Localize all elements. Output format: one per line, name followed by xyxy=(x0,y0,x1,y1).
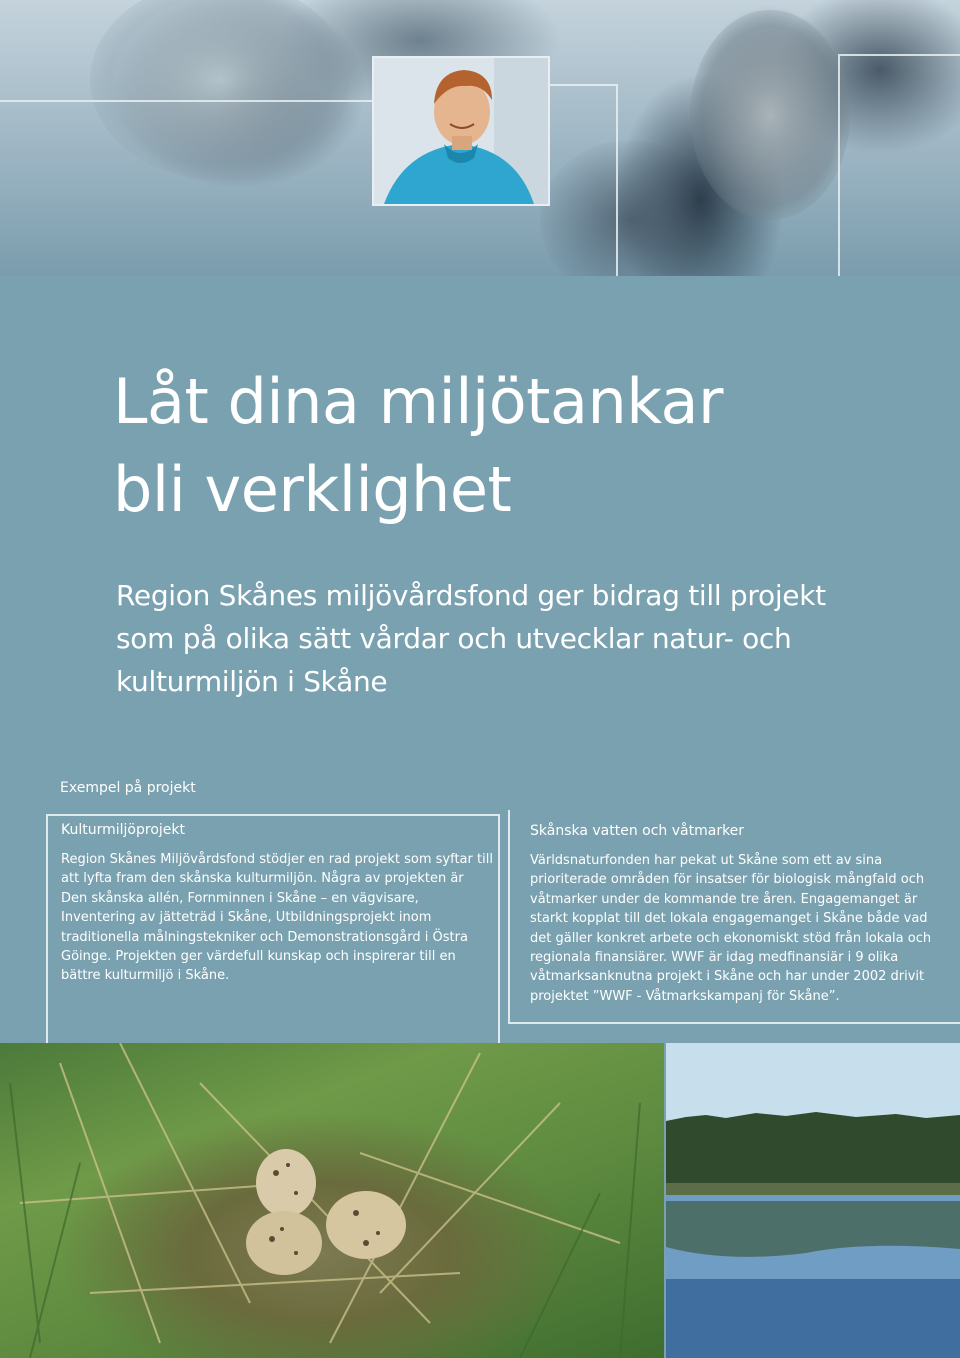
section-body: Världsnaturfonden har pekat ut Skåne som ett av sina prioriterade områden för insatser för biologisk mångfald och våtmarker under de kommande tre åren. Engagemanget är starkt kopplat till det lokala engagemanget i Skåne både vad det gäller konkret arbete och ekonomiskt stöd från lokala och regionala finansiärer. WWF är idag medfinansiär i 9 olika våtmarksanknutna projekt i Skåne och har under 2002 drivit projektet ”WWF - Våtmarkskampanj för Skåne”. xyxy=(530,853,932,1004)
lake-illustration xyxy=(666,1043,960,1358)
lake-photo xyxy=(666,1043,960,1358)
people-photo xyxy=(0,0,960,276)
examples-heading: Exempel på projekt xyxy=(60,780,196,796)
wetlands-section xyxy=(530,823,942,1006)
frame-line xyxy=(0,100,372,102)
blurred-face xyxy=(90,0,350,180)
nest-illustration xyxy=(0,1043,664,1358)
frame-line xyxy=(838,54,960,276)
bird-nest-eggs-photo xyxy=(0,1043,664,1358)
cultural-heritage-section xyxy=(61,822,493,986)
title-line: Låt dina miljötankar xyxy=(113,365,724,438)
title-line: bli verklighet xyxy=(113,453,512,526)
section-body: Region Skånes Miljövårdsfond stödjer en rad projekt som syftar till att lyfta fram den skånska kulturmiljön. Några av projekten är Den skånska allén, Fornminnen i Skåne – en vägvisare, Inventering av jätteträd i Skåne, Utbildningsprojekt inom traditionella målningstekniker och Demonstrationsgård i Östra Göinge. Projekten ger värdefull kunskap och inspirerar till en bättre kulturmiljö i Skåne. xyxy=(61,852,493,984)
page-subtitle: Region Skånes miljövårdsfond ger bidrag till projekt som på olika sätt vårdar och utvecklar natur- och kulturmiljön i Skåne xyxy=(116,579,826,698)
portrait-photo xyxy=(372,56,550,206)
section-heading: Kulturmiljöprojekt xyxy=(61,822,185,838)
portrait-illustration xyxy=(374,58,548,204)
blurred-face xyxy=(690,10,850,220)
page-title xyxy=(113,358,913,534)
frame-line xyxy=(548,84,618,276)
section-heading: Skånska vatten och våtmarker xyxy=(530,823,745,839)
